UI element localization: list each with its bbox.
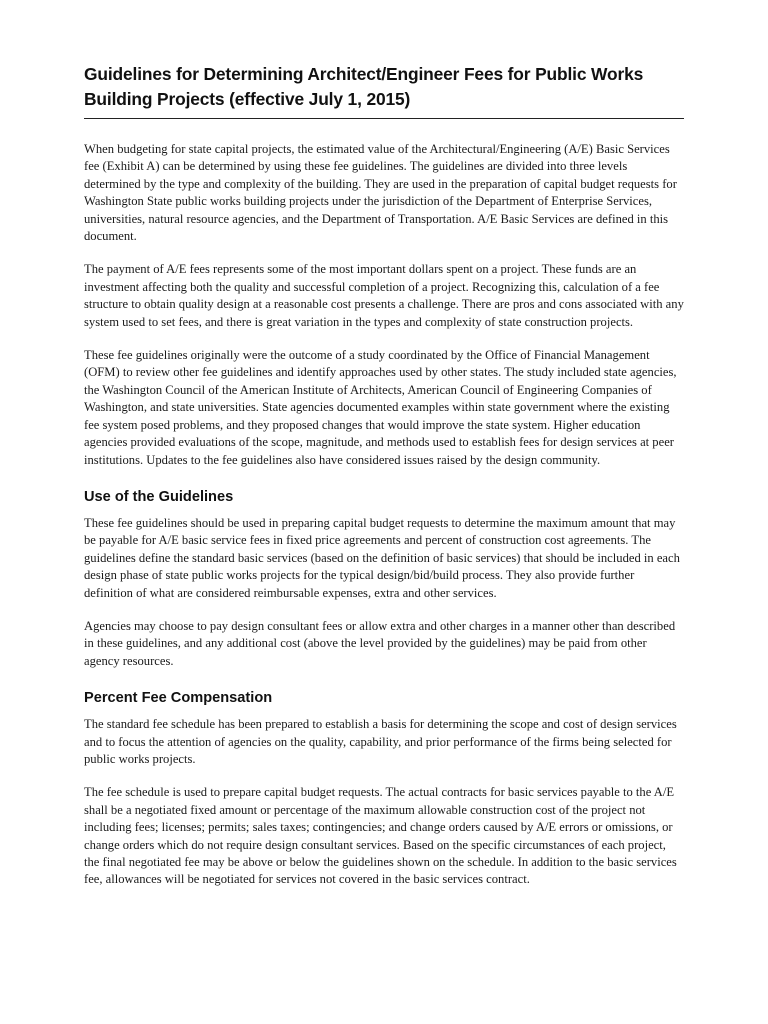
section-percent-fee-compensation [84,688,684,889]
section-paragraph: Agencies may choose to pay design consultant fees or allow extra and other charges in a manner other than described in these guidelines, and any additional cost (above the level provided by the guidelines) may be paid from other agency resources. [84,618,676,668]
intro-paragraph-3: These fee guidelines originally were the outcome of a study coordinated by the Office of Financial Management (OFM) to review other fee guidelines and identify approaches used by other states. The study included state agencies, the Washington Council of the American Institute of Architects, American Council of Engineering Companies of Washington, and state universities. State agencies documented examples within state government where the existing fee system posed problems, and they proposed changes that would improve the state system. Higher education agencies provided evaluations of the scope, magnitude, and methods used to establish fees for design services at peer institutions. Updates to the fee guidelines also have considered issues raised by the design community. [84,348,677,467]
section-paragraph: The standard fee schedule has been prepared to establish a basis for determining the scope and cost of design services and to focus the attention of agencies on the quality, capability, and prior performance of the firms being selected for public works projects. [84,717,677,766]
section-paragraph: These fee guidelines should be used in preparing capital budget requests to determine the maximum amount that may be payable for A/E basic service fees in fixed price agreements and percent of construction cost agreements. The guidelines define the standard basic services (based on the definition of basic services) that should be included in each design phase of state public works projects for the typical design/bid/build process. They also provide further definition of what are considered reimbursable expenses, extra and other services. [84,515,680,600]
section-use-of-guidelines [84,487,684,670]
document-title: Guidelines for Determining Architect/Engineer Fees for Public Works Building Projects (effective July 1, 2015) [84,62,684,119]
section-paragraph: The fee schedule is used to prepare capital budget requests. The actual contracts for basic services payable to the A/E shall be a negotiated fixed amount or percentage of the maximum allowable construction cost of the project not including fees; licenses; permits; sales taxes; contingencies; and change orders caused by A/E errors or omissions, or change orders which do not require design consultant services. Based on the specific circumstances of each project, the final negotiated fee may be above or below the guidelines shown on the schedule. In addition to the basic services fee, allowances will be negotiated for services not covered in the basic services contract. [84,785,677,887]
section-heading: Use of the Guidelines [84,488,234,505]
section-heading: Percent Fee Compensation [84,690,273,707]
intro-paragraph-2: The payment of A/E fees represents some of the most important dollars spent on a project. These funds are an investment affecting both the quality and successful completion of a project. Recognizing this, calculation of a fee structure to obtain quality design at a reasonable cost presents a challenge. There are pros and cons associated with any system used to set fees, and there is great variation in the types and complexity of state construction projects. [84,262,684,329]
intro-paragraph-1: When budgeting for state capital projects, the estimated value of the Architectural/Engineering (A/E) Basic Services fee (Exhibit A) can be determined by using these fee guidelines. The guidelines are divided into three levels determined by the type and complexity of the building. They are used in the preparation of capital budget requests for Washington State public works building projects under the jurisdiction of the Department of Enterprise Services, universities, natural resource agencies, and the Department of Transportation. A/E Basic Services are defined in this document. [84,142,677,244]
document-body [84,141,684,889]
